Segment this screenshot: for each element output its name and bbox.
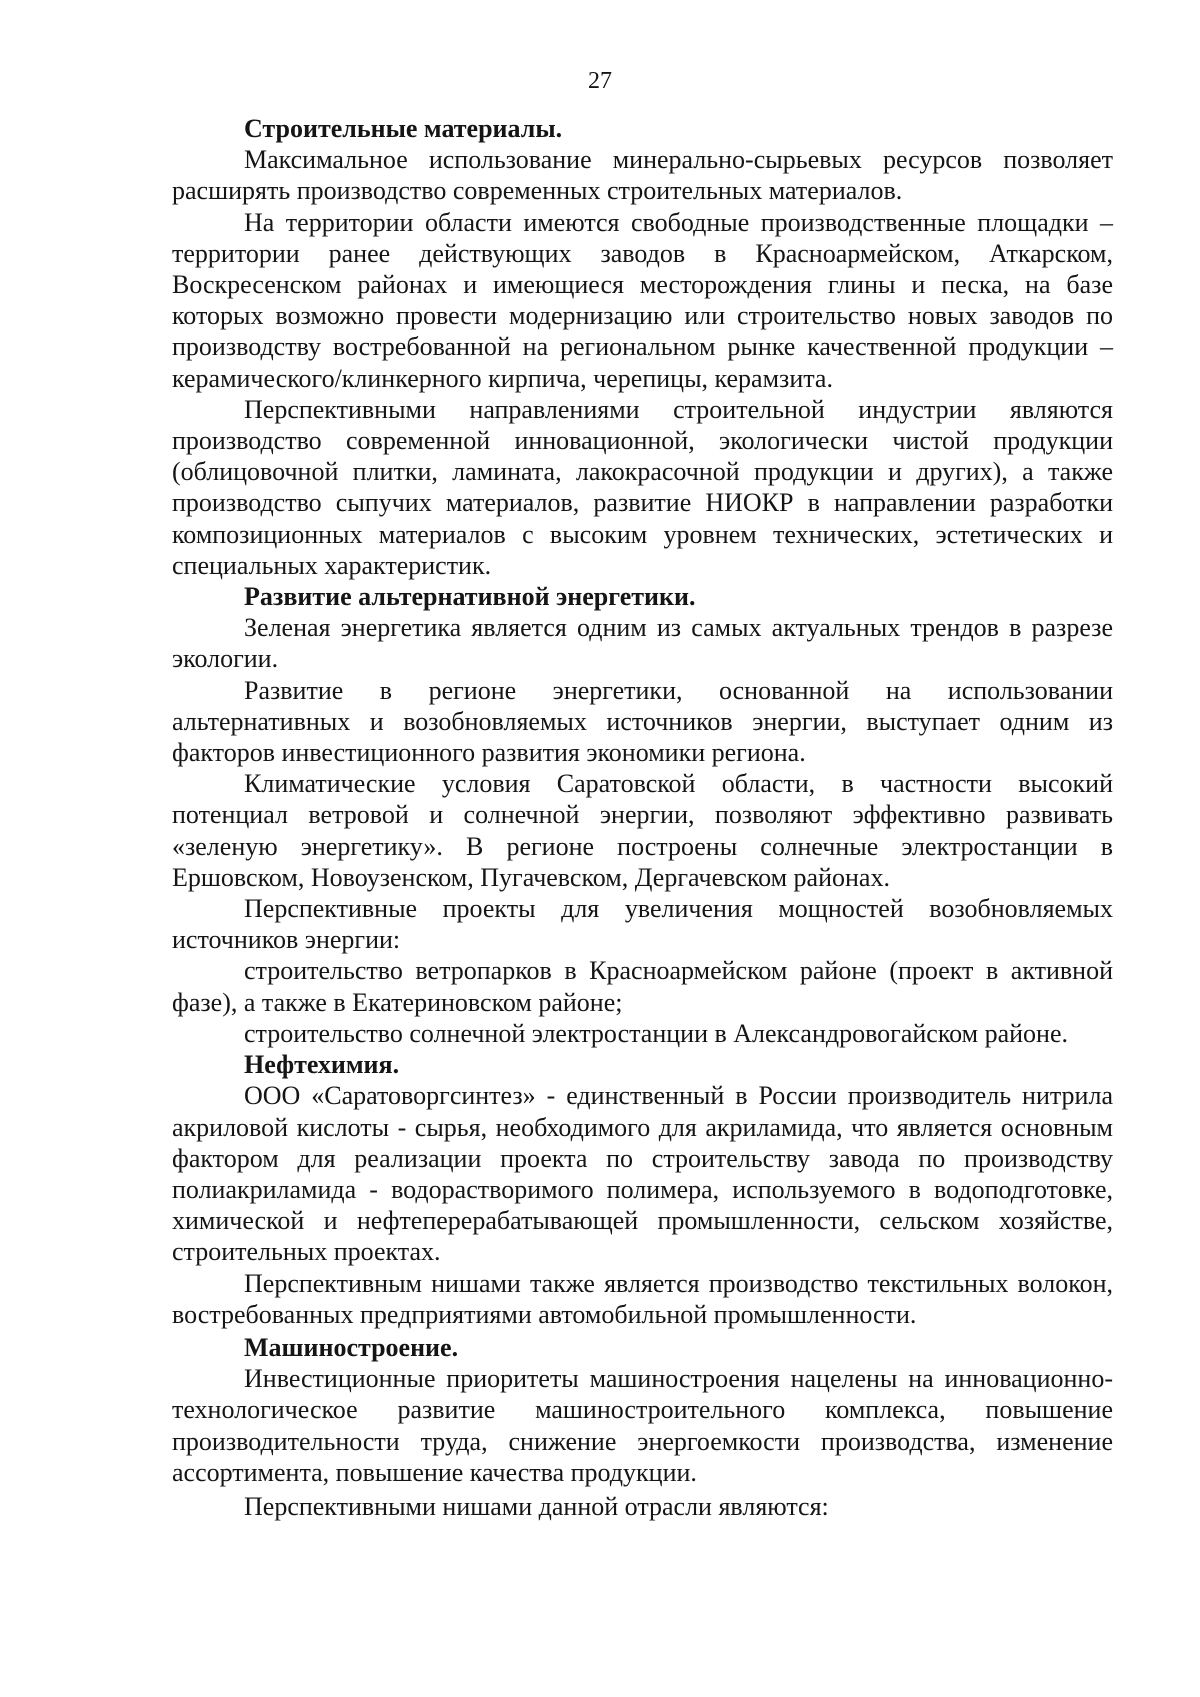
list-item-paragraph: строительство солнечной электростанции в Александровогайском районе. xyxy=(244,1018,1069,1048)
section-heading-machine-building: Машиностроение. xyxy=(244,1332,459,1362)
paragraph: Перспективными нишами данной отрасли являются: xyxy=(244,1491,829,1521)
page-number: 27 xyxy=(588,68,612,94)
paragraph: На территории области имеются свободные производственные площадки – территории ранее действующих заводов в Красноармейском, Аткарском, Воскресенском районах и имеющиеся месторождения глины и песка, на базе которых возможно провести модернизацию или строительство новых заводов по производству востребованной на региональном рынке качественной продукции – керамического/клинкерного кирпича, черепицы, керамзита. xyxy=(172,207,1113,393)
list-item-paragraph: строительство ветропарков в Красноармейском районе (проект в активной фазе), а также в Екатериновском районе; xyxy=(172,956,1113,1017)
paragraph: Инвестиционные приоритеты машиностроения нацелены на инновационно-технологическое развитие машиностроительного комплекса, повышение производительности труда, снижение энергоемкости производства, изменение ассортимента, повышение качества продукции. xyxy=(172,1364,1113,1487)
paragraph: Перспективным нишами также является производство текстильных волокон, востребованных предприятиями автомобильной промышленности. xyxy=(172,1268,1113,1329)
section-heading-building-materials: Строительные материалы. xyxy=(244,114,563,143)
paragraph: Максимальное использование минерально-сырьевых ресурсов позволяет расширять производство современных строительных материалов. xyxy=(172,145,1113,206)
paragraph: Перспективные проекты для увеличения мощностей возобновляемых источников энергии: xyxy=(172,894,1113,955)
paragraph: Зеленая энергетика является одним из самых актуальных трендов в разрезе экологии. xyxy=(172,613,1113,674)
paragraph: Перспективными направлениями строительной индустрии являются производство современной инновационной, экологически чистой продукции (облицовочной плитки, ламината, лакокрасочной продукции и других), а также производство сыпучих материалов, развитие НИОКР в направлении разработки композиционных материалов с высоким уровнем технических, эстетических и специальных характеристик. xyxy=(172,394,1113,580)
section-heading-alternative-energy: Развитие альтернативной энергетики. xyxy=(244,582,696,612)
paragraph: ООО «Саратоворгсинтез» - единственный в России производитель нитрила акриловой кислоты - сырья, необходимого для акриламида, что является основным фактором для реализации проекта по строительству завода по производству полиакриламида - водорастворимого полимера, используемого в водоподготовке, химической и нефтеперерабатывающей промышленности, сельском хозяйстве, строительных проектах. xyxy=(172,1081,1113,1267)
document-body xyxy=(172,113,1113,1522)
section-heading-petrochemistry: Нефтехимия. xyxy=(244,1050,400,1080)
paragraph: Климатические условия Саратовской области, в частности высокий потенциал ветровой и солнечной энергии, позволяют эффективно развивать «зеленую энергетику». В регионе построены солнечные электростанции в Ершовском, Новоузенском, Пугачевском, Дергачевском районах. xyxy=(172,769,1113,892)
paragraph: Развитие в регионе энергетики, основанной на использовании альтернативных и возобновляемых источников энергии, выступает одним из факторов инвестиционного развития экономики региона. xyxy=(172,675,1113,768)
